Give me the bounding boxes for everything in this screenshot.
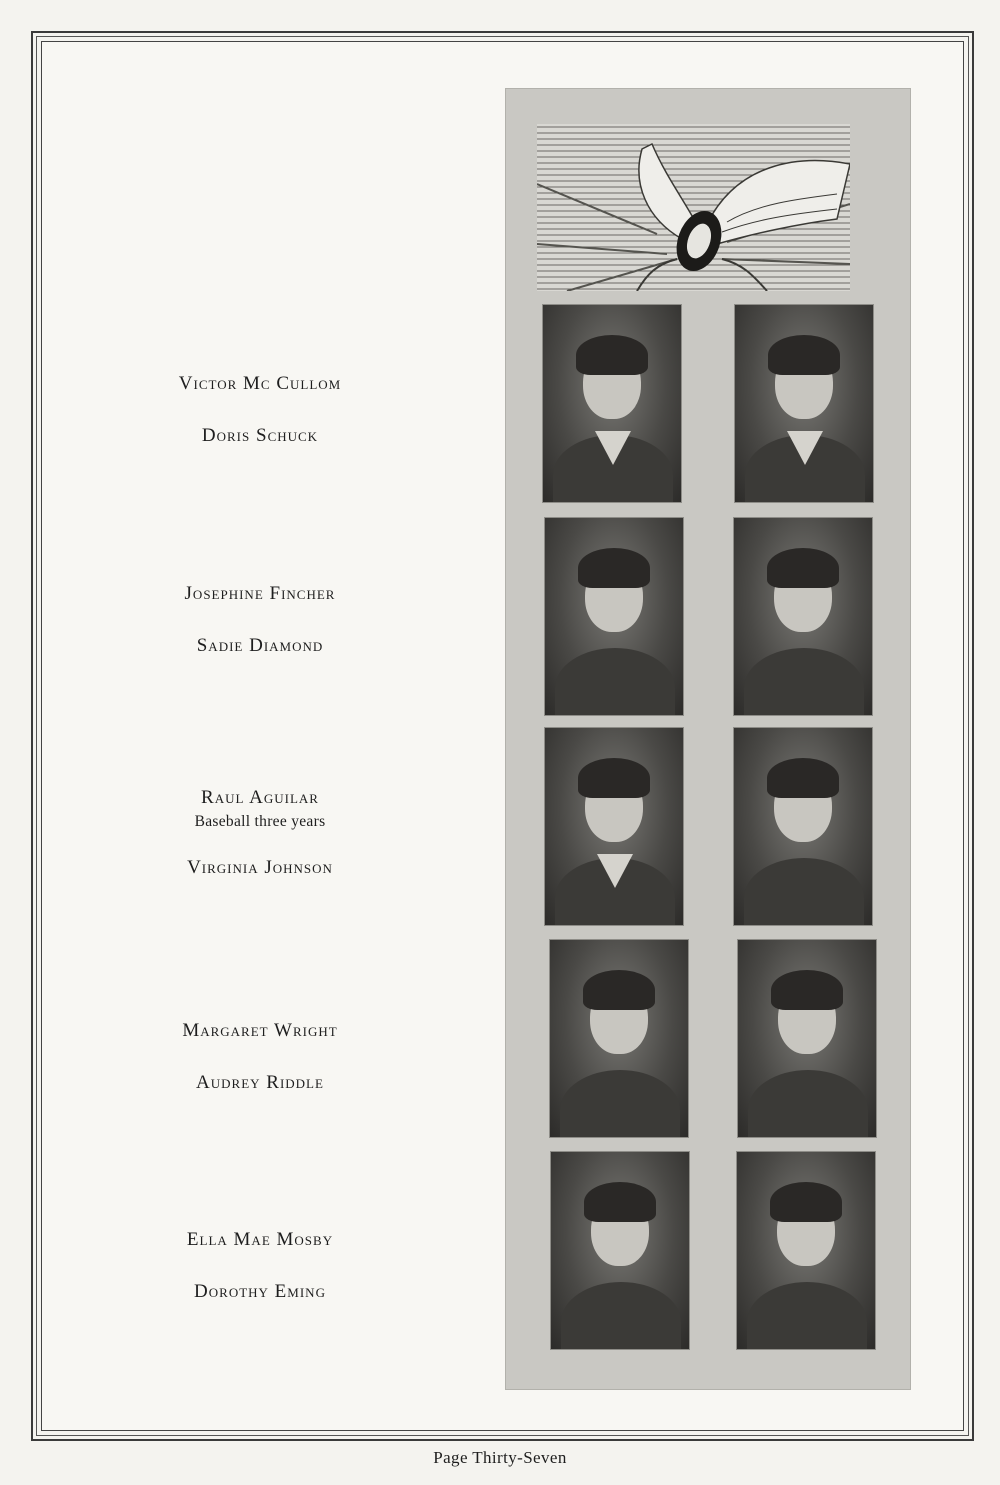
page-number: Page Thirty-Seven — [433, 1448, 567, 1467]
student-name: Victor Mc Cullom — [178, 373, 342, 394]
portrait-photo — [549, 939, 689, 1138]
student-name: Doris Schuck — [201, 425, 319, 446]
student-name: Dorothy Eming — [194, 1281, 326, 1302]
winged-wheel-emblem — [537, 124, 850, 291]
student-activity-note: Baseball three years — [194, 813, 326, 830]
student-name: Sadie Diamond — [196, 635, 324, 656]
winged-wheel-icon — [537, 124, 850, 291]
portrait-photo — [733, 727, 873, 926]
student-name: Josephine Fincher — [184, 583, 336, 604]
portrait-photo — [737, 939, 877, 1138]
name-pair-2 — [100, 584, 420, 655]
name-pair-1 — [100, 374, 420, 445]
student-name: Ella Mae Mosby — [186, 1229, 334, 1250]
portrait-photo — [542, 304, 682, 503]
photo-panel — [505, 88, 911, 1390]
student-name: Margaret Wright — [182, 1020, 338, 1041]
name-pair-3 — [100, 788, 420, 877]
portrait-photo — [734, 304, 874, 503]
portrait-photo — [736, 1151, 876, 1350]
name-pair-4 — [100, 1021, 420, 1092]
student-name: Raul Aguilar — [201, 787, 319, 808]
portrait-photo — [544, 727, 684, 926]
name-pair-5 — [100, 1230, 420, 1301]
student-name: Audrey Riddle — [196, 1072, 324, 1093]
portrait-photo — [550, 1151, 690, 1350]
student-name: Virginia Johnson — [187, 857, 333, 878]
portrait-photo — [733, 517, 873, 716]
portrait-photo — [544, 517, 684, 716]
